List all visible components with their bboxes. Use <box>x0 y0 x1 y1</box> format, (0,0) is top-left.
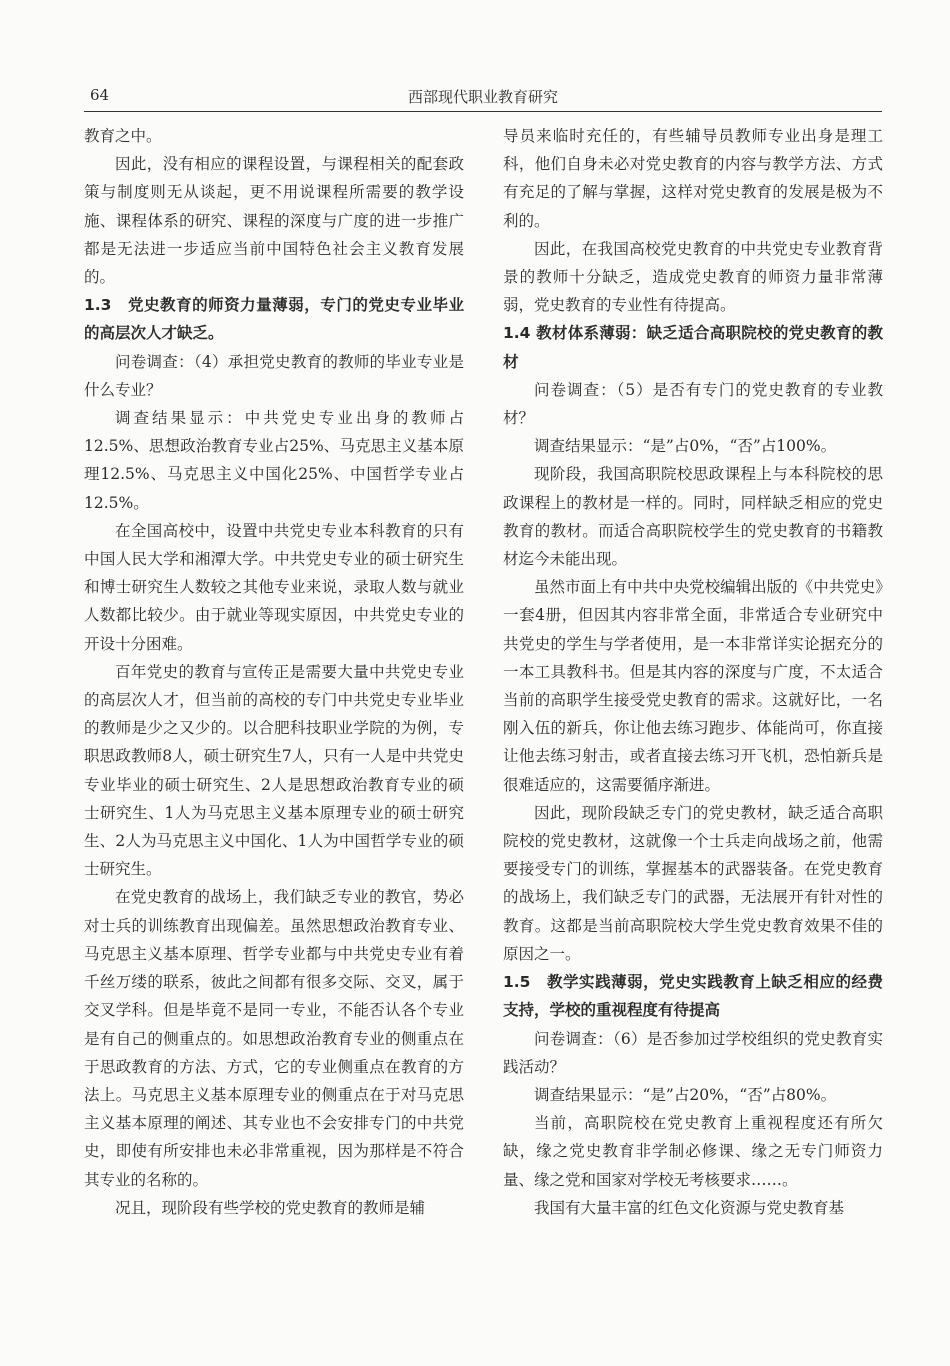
paragraph: 当前，高职院校在党史教育上重视程度还有所欠缺，缘之党史教育非学制必修课、缘之无专门师资力量、缘之党和国家对学校无考核要求……。 <box>503 1114 883 1189</box>
paragraph: 问卷调查：（5）是否有专门的党史教育的专业教材？ <box>503 380 883 428</box>
paragraph: 况且，现阶段有些学校的党史教育的教师是辅 <box>115 1198 426 1217</box>
journal-title: 西部现代职业教育研究 <box>407 88 558 106</box>
paragraph: 调查结果显示：“是”占0%，“否”占100%。 <box>534 437 837 456</box>
paragraph: 因此，没有相应的课程设置，与课程相关的配套政策与制度则无从谈起，更不用说课程所需要的教学设施、课程体系的研究、课程的深度与广度的进一步推广都是无法进一步适应当前中国特色社会主义教育发展的。 <box>84 155 464 287</box>
paragraph: 百年党史的教育与宣传正是需要大量中共党史专业的高层次人才，但当前的高校的专门中共党史专业毕业的教师是少之又少的。以合肥科技职业学院的为例，专职思政教师8人，硕士研究生7人，只有一人是中共党史专业毕业的硕士研究生、2人是思想政治教育专业的硕士研究生、1人为马克思主义基本原理专业的硕士研究生、2人为马克思主义中国化、1人为中国哲学专业的硕士研究生。 <box>84 662 464 879</box>
header-rule <box>84 111 882 112</box>
paragraph: 虽然市面上有中共中央党校编辑出版的《中共党史》一套4册，但因其内容非常全面，非常适合专业研究中共党史的学生与学者使用，是一本非常详实论据充分的一本工具教科书。但是其内容的深度与广度，不太适合当前的高职学生接受党史教育的需求。这就好比，一名刚入伍的新兵，你让他去练习跑步、体能尚可，你直接让他去练习射击，或者直接去练习开飞机，恐怕新兵是很难适应的，这需要循序渐进。 <box>503 578 883 794</box>
right-column <box>503 122 883 1222</box>
paragraph: 因此，在我国高校党史教育的中共党史专业教育背景的教师十分缺乏，造成党史教育的师资力量非常薄弱，党史教育的专业性有待提高。 <box>503 239 883 315</box>
paragraph: 在党史教育的战场上，我们缺乏专业的教官，势必对士兵的训练教育出现偏差。虽然思想政治教育专业、马克思主义基本原理、哲学专业都与中共党史专业有着千丝万缕的联系，彼此之间都有很多交际、交叉，属于交叉学科。但是毕竟不是同一专业，不能否认各个专业是有自己的侧重点的。如思想政治教育专业的侧重点在于思政教育的方法、方式，它的专业侧重点在教育的方法上。马克思主义基本原理专业的侧重点在于对马克思主义基本原理的阐述、其专业也不会安排专门的中共党史，即使有所安排也未必非常重视，因为那样是不符合其专业的名称的。 <box>84 888 464 1189</box>
section-heading-1-3: 1.3 党史教育的师资力量薄弱，专门的党史专业毕业的高层次人才缺乏。 <box>84 296 464 343</box>
left-column <box>84 122 464 1222</box>
paragraph: 调查结果显示：“是”占20%，“否”占80%。 <box>534 1085 837 1104</box>
section-heading-1-4: 1.4 教材体系薄弱：缺乏适合高职院校的党史教育的教材 <box>503 324 883 371</box>
paragraph: 问卷调查：（4）承担党史教育的教师的毕业专业是什么专业？ <box>84 352 464 399</box>
paragraph: 教育之中。 <box>84 127 162 145</box>
paragraph: 问卷调查：（6）是否参加过学校组织的党史教育实践活动？ <box>503 1029 883 1076</box>
page-number: 64 <box>90 86 110 104</box>
section-heading-1-5: 1.5 教学实践薄弱，党史实践教育上缺乏相应的经费支持，学校的重视程度有待提高 <box>503 973 883 1020</box>
paragraph: 调查结果显示：中共党史专业出身的教师占12.5%、思想政治教育专业占25%、马克思主义基本原理12.5%、马克思主义中国化25%、中国哲学专业占12.5%。 <box>84 409 464 512</box>
paragraph: 因此，现阶段缺乏专门的党史教材，缺乏适合高职院校的党史教材，这就像一个士兵走向战场之前，他需要接受专门的训练，掌握基本的武器装备。在党史教育的战场上，我们缺乏专门的武器，无法展开有针对性的教育。这都是当前高职院校大学生党史教育效果不佳的原因之一。 <box>503 803 883 963</box>
running-header <box>84 80 882 110</box>
paragraph: 在全国高校中，设置中共党史专业本科教育的只有中国人民大学和湘潭大学。中共党史专业的硕士研究生和博士研究生人数较之其他专业来说，录取人数与就业人数都比较少。由于就业等现实原因，中共党史专业的开设十分困难。 <box>84 521 464 653</box>
paragraph: 现阶段，我国高职院校思政课程上与本科院校的思政课程上的教材是一样的。同时，同样缺乏相应的党史教育的教材。而适合高职院校学生的党史教育的书籍教材迄今未能出现。 <box>503 465 883 569</box>
paragraph: 我国有大量丰富的红色文化资源与党史教育基 <box>534 1198 845 1217</box>
paragraph: 导员来临时充任的，有些辅导员教师专业出身是理工科，他们自身未必对党史教育的内容与教学方法、方式有充足的了解与掌握，这样对党史教育的发展是极为不利的。 <box>503 127 883 230</box>
